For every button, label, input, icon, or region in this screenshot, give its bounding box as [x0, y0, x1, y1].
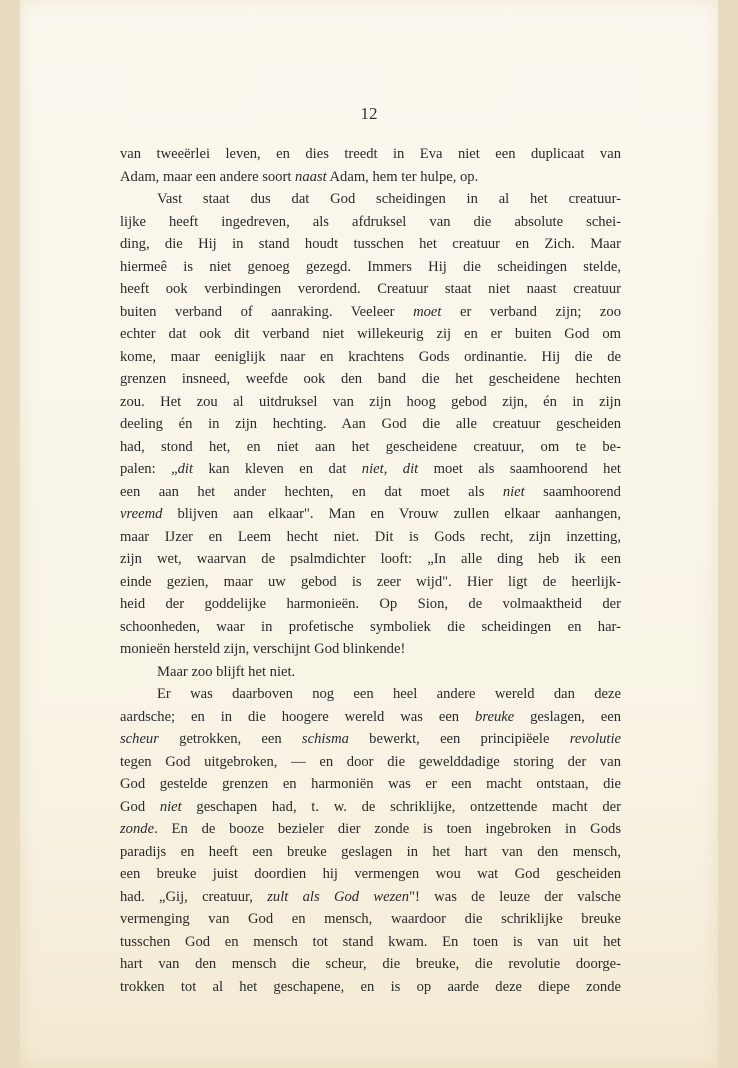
text-segment: God gestelde grenzen en harmoniën was er een macht ontstaan, die: [120, 776, 621, 792]
body-text: [120, 143, 621, 998]
text-segment: monieën hersteld zijn, verschijnt God blinkende!: [120, 641, 406, 657]
text-line: [120, 953, 621, 976]
text-line: [120, 346, 621, 369]
text-line: [120, 503, 621, 526]
text-segment: er verband zijn; zoo: [441, 303, 621, 320]
text-line: [120, 278, 621, 301]
italic-text: vreemd: [120, 506, 163, 522]
italic-text: revolutie: [569, 731, 622, 747]
text-line: [120, 886, 621, 909]
text-line: [120, 413, 621, 436]
text-line: [120, 706, 621, 729]
text-line: [120, 908, 621, 931]
text-line: [120, 841, 621, 864]
text-segment: deeling én in zijn hechting. Aan God die alle creatuur gescheiden: [120, 416, 621, 432]
text-segment: einde gezien, maar uw gebod is zeer wijd". Hier ligt de heerlijk-: [120, 573, 621, 590]
text-segment: echter dat ook dit verband niet willekeurig zij en er buiten God om: [120, 326, 621, 342]
text-segment: heid der goddelijke harmonieën. Op Sion, de volmaaktheid der: [120, 596, 621, 612]
text-segment: tegen God uitgebroken, — en door die gewelddadige storing der van: [120, 753, 621, 770]
text-segment: getrokken, een: [158, 731, 302, 747]
text-line: [120, 593, 621, 616]
text-line: [120, 773, 621, 796]
text-line: [120, 323, 621, 346]
text-segment: Adam, maar een andere soort: [120, 168, 296, 185]
text-line: [120, 638, 621, 661]
text-segment: van tweeërlei leven, en dies treedt in Eva niet een duplicaat van: [120, 146, 621, 162]
text-segment: "! was de leuze der valsche: [409, 888, 622, 905]
text-segment: ,: [383, 461, 403, 477]
text-segment: Vast staat dus dat God scheidingen in al het creatuur-: [157, 191, 621, 207]
text-line: [120, 683, 621, 706]
italic-text: naast: [295, 168, 327, 185]
text-line: [120, 863, 621, 886]
text-line: [120, 458, 621, 481]
text-segment: grenzen insneed, weefde ook den band die het gescheidene hechten: [120, 371, 621, 387]
text-segment: had. „Gij, creatuur,: [120, 888, 268, 905]
text-segment: kan kleven en dat: [193, 461, 362, 477]
text-line: [120, 368, 621, 391]
text-line: [120, 211, 621, 234]
book-page: [20, 0, 718, 1068]
italic-text: niet: [502, 483, 525, 500]
text-line: [120, 233, 621, 256]
italic-text: moet: [413, 303, 442, 320]
text-line: [120, 661, 621, 684]
text-segment: vermenging van God en mensch, waardoor die schriklijke breuke: [120, 911, 621, 927]
text-line: [120, 188, 621, 211]
text-segment: geslagen, een: [514, 708, 621, 725]
text-segment: blijven aan elkaar". Man en Vrouw zullen elkaar aanhangen,: [162, 506, 621, 522]
text-line: [120, 526, 621, 549]
text-segment: geschapen had, t. w. de schriklijke, ontzettende macht der: [181, 798, 621, 815]
text-segment: saamhoorend: [524, 483, 621, 500]
text-line: [120, 436, 621, 459]
text-segment: buiten verband of aanraking. Veeleer: [120, 303, 414, 320]
text-line: [120, 256, 621, 279]
text-line: [120, 796, 621, 819]
text-segment: Er was daarboven nog een heel andere wereld dan deze: [157, 686, 621, 702]
italic-text: schisma: [301, 731, 349, 747]
text-segment: een breuke juist doordien hij vermengen wou wat God gescheiden: [120, 866, 621, 882]
text-line: [120, 391, 621, 414]
text-segment: palen: „: [120, 461, 178, 477]
italic-text: scheur: [120, 731, 159, 747]
italic-text: dit: [402, 461, 419, 477]
text-segment: zou. Het zou al uitdruksel van zijn hoog gebod zijn, én in zijn: [120, 393, 621, 410]
text-segment: bewerkt, een principiëele: [348, 731, 570, 747]
text-line: [120, 931, 621, 954]
text-segment: trokken tot al het geschapene, en is op aarde deze diepe zonde: [120, 978, 621, 995]
text-line: [120, 751, 621, 774]
text-segment: heeft ook verbindingen verordend. Creatuur staat niet naast creatuur: [120, 281, 621, 297]
text-segment: maar IJzer en Leem hecht niet. Dit is Gods recht, zijn inzetting,: [120, 528, 621, 545]
text-segment: Maar zoo blijft het niet.: [157, 663, 296, 680]
text-line: [120, 818, 621, 841]
text-segment: . En de booze bezieler dier zonde is toen ingebroken in Gods: [154, 821, 621, 837]
text-line: [120, 976, 621, 999]
text-segment: hart van den mensch die scheur, die breuke, die revolutie doorge-: [120, 956, 621, 972]
text-line: [120, 728, 621, 751]
text-segment: God: [120, 798, 160, 815]
text-segment: schoonheden, waar in profetische symboliek die scheidingen en har-: [120, 618, 621, 635]
text-line: [120, 143, 621, 166]
text-segment: lijke heeft ingedreven, als afdruksel van die absolute schei-: [120, 213, 621, 230]
italic-text: zult als God wezen: [267, 888, 410, 905]
text-segment: Adam, hem ter hulpe, op.: [326, 168, 479, 185]
text-line: [120, 548, 621, 571]
text-line: [120, 616, 621, 639]
text-segment: had, stond het, en niet aan het gescheidene creatuur, om te be-: [120, 438, 621, 455]
text-segment: tusschen God en mensch tot stand kwam. En toen is van uit het: [120, 933, 621, 950]
text-segment: ding, die Hij in stand houdt tusschen het creatuur en Zich. Maar: [120, 236, 621, 252]
italic-text: zonde: [120, 821, 155, 837]
text-line: [120, 481, 621, 504]
text-line: [120, 166, 621, 189]
text-segment: moet als saamhoorend het: [418, 461, 621, 477]
text-line: [120, 301, 621, 324]
page-number: 12: [360, 104, 378, 123]
text-line: [120, 571, 621, 594]
text-segment: kome, maar eeniglijk naar en krachtens Gods ordinantie. Hij die de: [120, 348, 621, 365]
italic-text: dit: [177, 461, 193, 477]
italic-text: niet: [159, 798, 182, 815]
text-segment: zijn wet, waarvan de psalmdichter looft: „In alle ding heb ik een: [120, 551, 621, 567]
italic-text: niet: [361, 461, 384, 477]
text-segment: aardsche; en in die hoogere wereld was een: [120, 708, 476, 725]
text-segment: een aan het ander hechten, en dat moet als: [120, 483, 503, 500]
text-segment: hiermeê is niet genoeg gezegd. Immers Hij die scheidingen stelde,: [120, 258, 621, 275]
italic-text: breuke: [475, 708, 515, 725]
text-segment: paradijs en heeft een breuke geslagen in het hart van den mensch,: [120, 843, 621, 860]
